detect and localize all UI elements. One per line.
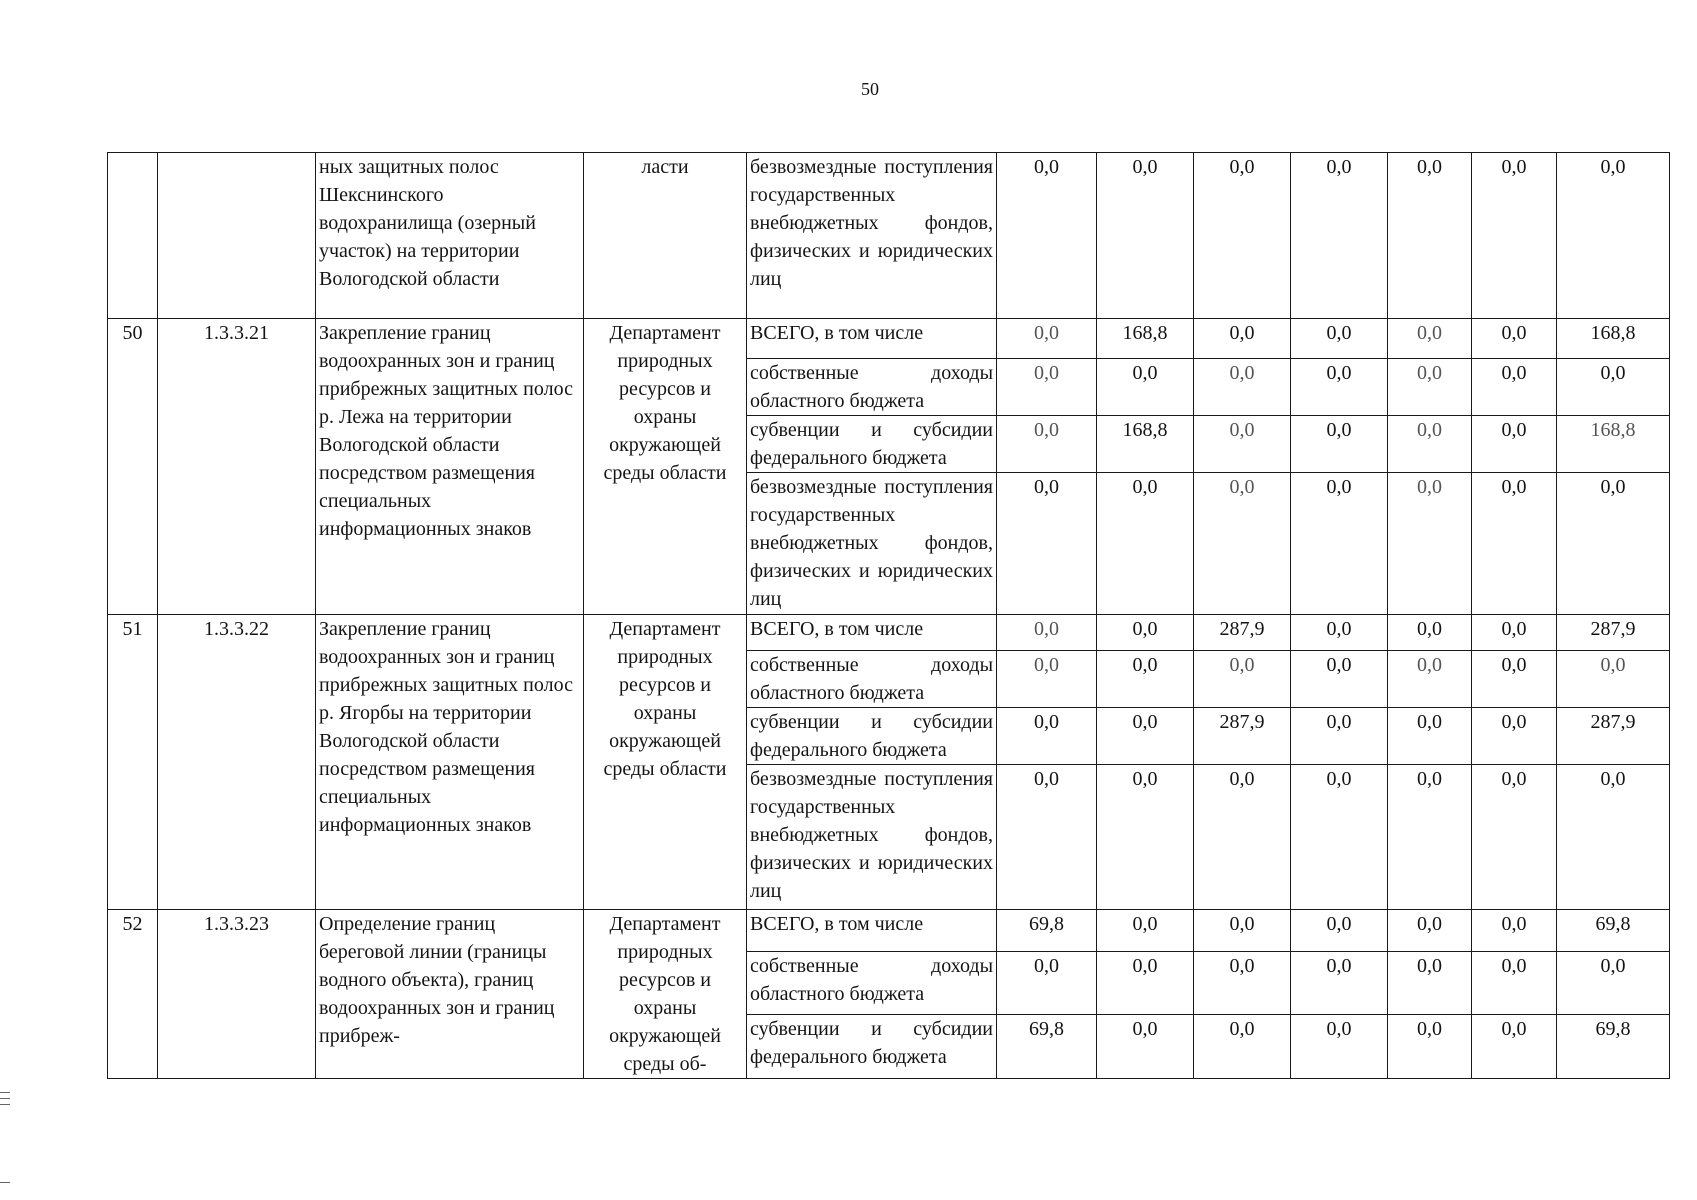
funding-value: 0,0 — [997, 708, 1097, 765]
funding-value: 0,0 — [1194, 359, 1291, 416]
funding-source: безвозмездные поступления государственных внебюджетных фондов, физических и юридических лиц — [747, 765, 997, 910]
measure-name: Закрепление границ водоохранных зон и границ прибрежных защитных полос р. Ягорбы на территории Вологодской области посредством размещения специальных информационных знаков — [316, 615, 584, 910]
funding-value: 0,0 — [1291, 651, 1388, 708]
funding-value: 0,0 — [1097, 615, 1194, 651]
row-code: 1.3.3.23 — [158, 910, 316, 1079]
funding-value: 0,0 — [1472, 651, 1557, 708]
funding-source: субвенции и субсидии федерального бюджета — [747, 416, 997, 473]
funding-value: 0,0 — [1388, 359, 1472, 416]
funding-value: 0,0 — [997, 416, 1097, 473]
funding-value: 0,0 — [1557, 359, 1670, 416]
measure-name: Закрепление границ водоохранных зон и границ прибрежных защитных полос р. Лежа на территории Вологодской области посредством размещения специальных информационных знаков — [316, 319, 584, 615]
funding-value: 0,0 — [1472, 708, 1557, 765]
funding-value: 0,0 — [1472, 416, 1557, 473]
margin-mark — [0, 1182, 10, 1183]
funding-value: 0,0 — [997, 359, 1097, 416]
funding-value: 168,8 — [1557, 319, 1670, 359]
funding-value: 0,0 — [1194, 951, 1291, 1014]
row-number — [108, 153, 158, 319]
funding-source: собственные доходы областного бюджета — [747, 951, 997, 1014]
table-row — [108, 615, 1670, 651]
funding-value: 0,0 — [1194, 416, 1291, 473]
funding-value: 0,0 — [1194, 651, 1291, 708]
funding-value: 0,0 — [1291, 765, 1388, 910]
row-number: 50 — [108, 319, 158, 615]
funding-value: 0,0 — [1097, 910, 1194, 952]
funding-value: 0,0 — [1388, 416, 1472, 473]
funding-value: 0,0 — [997, 651, 1097, 708]
margin-mark — [0, 1098, 10, 1099]
funding-value: 0,0 — [1557, 473, 1670, 615]
funding-source: ВСЕГО, в том числе — [747, 615, 997, 651]
responsible-department: Департамент природных ресурсов и охраны окружающей среды области — [584, 319, 747, 615]
responsible-department: ласти — [584, 153, 747, 319]
funding-value: 0,0 — [1388, 708, 1472, 765]
funding-value: 168,8 — [1097, 319, 1194, 359]
funding-value: 69,8 — [1557, 910, 1670, 952]
funding-value: 0,0 — [1388, 651, 1472, 708]
funding-value: 0,0 — [1388, 951, 1472, 1014]
row-code — [158, 153, 316, 319]
funding-value: 0,0 — [1291, 153, 1388, 319]
funding-value: 287,9 — [1194, 615, 1291, 651]
funding-value: 0,0 — [1291, 473, 1388, 615]
funding-value: 0,0 — [1194, 765, 1291, 910]
funding-value: 0,0 — [1194, 910, 1291, 952]
funding-value: 0,0 — [997, 951, 1097, 1014]
measure-name: ных защитных полос Шекснинского водохранилища (озерный участок) на территории Вологодской области — [316, 153, 584, 319]
funding-source: собственные доходы областного бюджета — [747, 651, 997, 708]
funding-value: 0,0 — [1472, 153, 1557, 319]
funding-value: 69,8 — [997, 910, 1097, 952]
row-code: 1.3.3.22 — [158, 615, 316, 910]
page-number: 50 — [861, 79, 879, 99]
funding-value: 0,0 — [1472, 615, 1557, 651]
funding-value: 287,9 — [1557, 615, 1670, 651]
responsible-department: Департамент природных ресурсов и охраны окружающей среды области — [584, 615, 747, 910]
table-row — [108, 153, 1670, 319]
funding-value: 0,0 — [1194, 473, 1291, 615]
funding-source: собственные доходы областного бюджета — [747, 359, 997, 416]
funding-value: 0,0 — [1291, 708, 1388, 765]
table-body — [108, 153, 1670, 1079]
budget-table — [107, 152, 1670, 1079]
funding-value: 287,9 — [1557, 708, 1670, 765]
funding-value: 0,0 — [1388, 473, 1472, 615]
funding-value: 0,0 — [1097, 765, 1194, 910]
funding-value: 0,0 — [1472, 473, 1557, 615]
funding-value: 0,0 — [1291, 615, 1388, 651]
funding-value: 0,0 — [1097, 708, 1194, 765]
table-row — [108, 319, 1670, 359]
funding-value: 0,0 — [1472, 1014, 1557, 1078]
table-row — [108, 910, 1670, 952]
funding-value: 0,0 — [1557, 153, 1670, 319]
funding-value: 0,0 — [1194, 153, 1291, 319]
funding-source: субвенции и субсидии федерального бюджета — [747, 708, 997, 765]
funding-value: 0,0 — [1472, 319, 1557, 359]
funding-value: 0,0 — [1472, 951, 1557, 1014]
funding-value: 0,0 — [1291, 1014, 1388, 1078]
funding-value: 0,0 — [1557, 651, 1670, 708]
funding-value: 0,0 — [1291, 910, 1388, 952]
funding-value: 69,8 — [997, 1014, 1097, 1078]
funding-value: 0,0 — [1194, 1014, 1291, 1078]
funding-value: 0,0 — [1388, 1014, 1472, 1078]
funding-value: 168,8 — [1557, 416, 1670, 473]
funding-value: 0,0 — [1291, 416, 1388, 473]
funding-source: безвозмездные поступления государственных внебюджетных фондов, физических и юридических лиц — [747, 473, 997, 615]
funding-value: 0,0 — [1472, 765, 1557, 910]
funding-value: 0,0 — [1388, 153, 1472, 319]
funding-value: 0,0 — [997, 615, 1097, 651]
funding-value: 0,0 — [1194, 319, 1291, 359]
funding-value: 0,0 — [1388, 910, 1472, 952]
funding-value: 0,0 — [1097, 651, 1194, 708]
row-number: 52 — [108, 910, 158, 1079]
funding-value: 0,0 — [1557, 765, 1670, 910]
measure-name: Определение границ береговой линии (границы водного объекта), границ водоохранных зон и границ прибреж- — [316, 910, 584, 1079]
funding-value: 0,0 — [1388, 615, 1472, 651]
funding-value: 0,0 — [997, 153, 1097, 319]
funding-source: ВСЕГО, в том числе — [747, 910, 997, 952]
funding-value: 0,0 — [1291, 951, 1388, 1014]
funding-value: 69,8 — [1557, 1014, 1670, 1078]
funding-value: 0,0 — [1097, 473, 1194, 615]
margin-mark — [0, 1104, 10, 1105]
row-code: 1.3.3.21 — [158, 319, 316, 615]
funding-source: ВСЕГО, в том числе — [747, 319, 997, 359]
funding-value: 0,0 — [1291, 359, 1388, 416]
margin-mark — [0, 1092, 10, 1093]
funding-value: 0,0 — [997, 765, 1097, 910]
row-number: 51 — [108, 615, 158, 910]
funding-value: 0,0 — [997, 473, 1097, 615]
funding-value: 168,8 — [1097, 416, 1194, 473]
funding-value: 0,0 — [1472, 359, 1557, 416]
funding-source: субвенции и субсидии федерального бюджета — [747, 1014, 997, 1078]
funding-value: 0,0 — [1388, 765, 1472, 910]
funding-value: 0,0 — [1388, 319, 1472, 359]
responsible-department: Департамент природных ресурсов и охраны окружающей среды об- — [584, 910, 747, 1079]
funding-value: 0,0 — [1097, 951, 1194, 1014]
funding-value: 0,0 — [1472, 910, 1557, 952]
funding-value: 0,0 — [1557, 951, 1670, 1014]
funding-source: безвозмездные поступления государственных внебюджетных фондов, физических и юридических лиц — [747, 153, 997, 319]
funding-value: 287,9 — [1194, 708, 1291, 765]
funding-value: 0,0 — [997, 319, 1097, 359]
funding-value: 0,0 — [1097, 1014, 1194, 1078]
funding-value: 0,0 — [1291, 319, 1388, 359]
funding-value: 0,0 — [1097, 153, 1194, 319]
funding-value: 0,0 — [1097, 359, 1194, 416]
